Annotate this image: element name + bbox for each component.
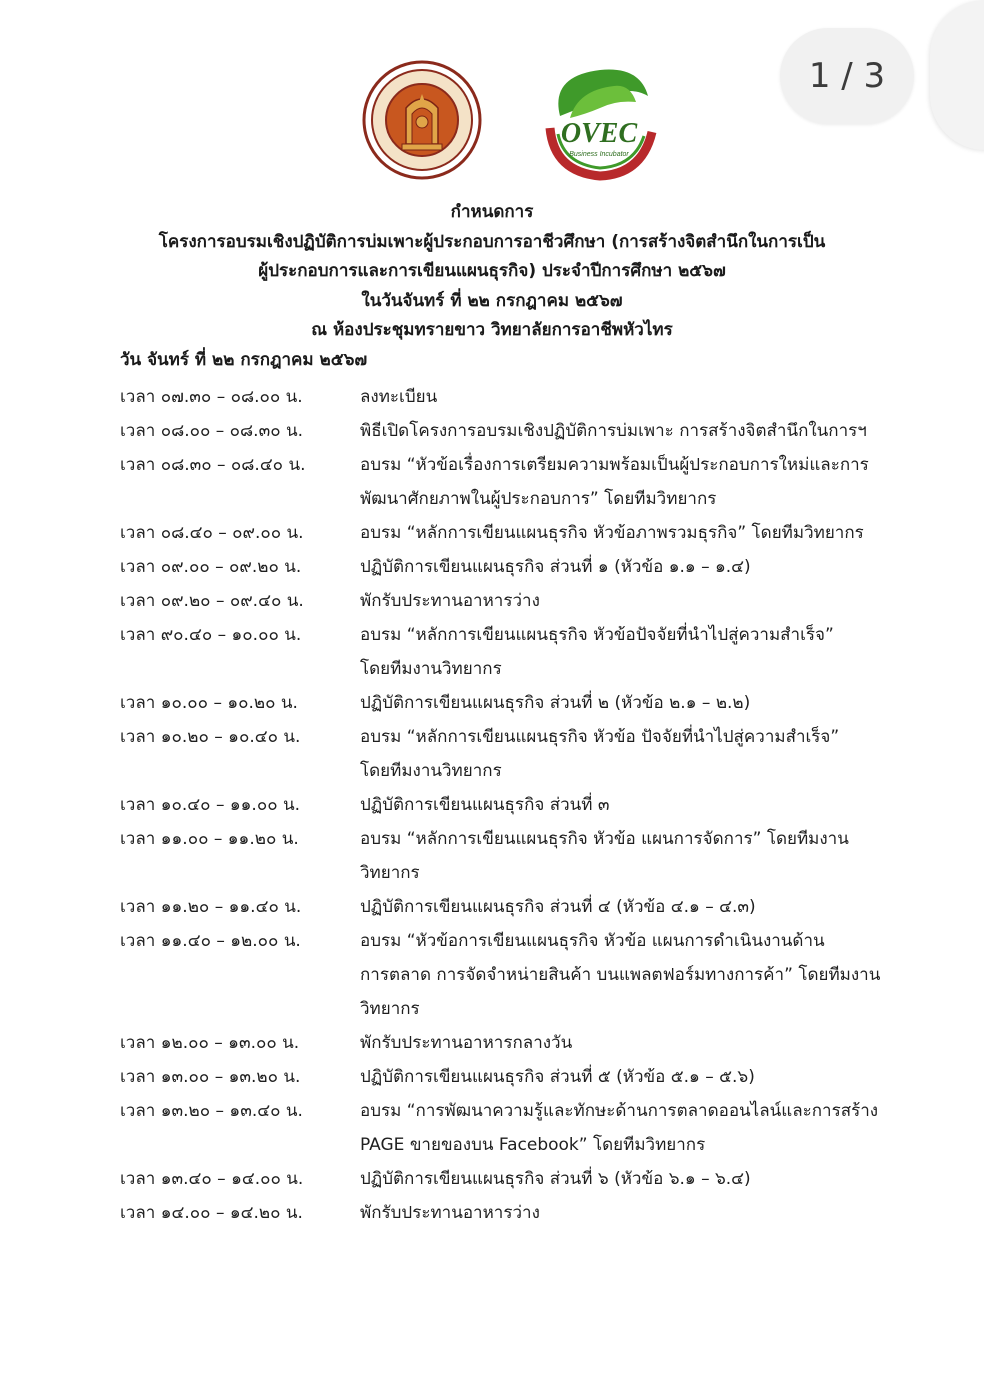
schedule-row: [120, 720, 880, 788]
schedule-row: [120, 1196, 880, 1230]
header-logos: [0, 60, 984, 190]
schedule-activity: [360, 618, 880, 686]
schedule-activity-line: ปฏิบัติการเขียนแผนธุรกิจ ส่วนที่ ๕ (หัวข้อ ๕.๑ – ๕.๖): [360, 1067, 755, 1087]
ovec-seal-logo: [362, 60, 482, 180]
schedule-time: เวลา ๐๘.๔๐ – ๐๙.๐๐ น.: [120, 523, 304, 543]
schedule-time: เวลา ๑๐.๒๐ – ๑๐.๔๐ น.: [120, 727, 301, 747]
schedule-time: เวลา ๐๙.๐๐ – ๐๙.๒๐ น.: [120, 557, 302, 577]
schedule-activity: [360, 788, 880, 822]
schedule-time: เวลา ๐๘.๓๐ – ๐๘.๔๐ น.: [120, 455, 306, 475]
schedule-time: เวลา ๑๓.๒๐ – ๑๓.๔๐ น.: [120, 1101, 303, 1121]
schedule-activity-line: อบรม “หลักการเขียนแผนธุรกิจ หัวข้อภาพรวมธุรกิจ” โดยทีมวิทยากร: [360, 523, 864, 543]
schedule-activity: [360, 822, 880, 890]
schedule-activity: [360, 1060, 880, 1094]
schedule-time: เวลา ๑๓.๔๐ – ๑๔.๐๐ น.: [120, 1169, 304, 1189]
schedule-activity: [360, 890, 880, 924]
schedule-activity-line: ปฏิบัติการเขียนแผนธุรกิจ ส่วนที่ ๓: [360, 795, 610, 815]
schedule-row: [120, 414, 880, 448]
schedule-activity: [360, 516, 880, 550]
schedule-activity: [360, 686, 880, 720]
heading-line-3: ในวันจันทร์ ที่ ๒๒ กรกฎาคม ๒๕๖๗: [361, 290, 623, 311]
schedule-activity: [360, 1026, 880, 1060]
schedule-row: [120, 1094, 880, 1162]
schedule-activity-line: อบรม “หัวข้อการเขียนแผนธุรกิจ หัวข้อ แผนการดำเนินงานด้าน: [360, 931, 825, 951]
schedule-time: เวลา ๑๓.๐๐ – ๑๓.๒๐ น.: [120, 1067, 301, 1087]
schedule-row: [120, 550, 880, 584]
schedule-activity-line: PAGE ขายของบน Facebook” โดยทีมวิทยากร: [360, 1135, 706, 1155]
schedule-row: [120, 1026, 880, 1060]
schedule-activity: [360, 380, 880, 414]
heading-title: กำหนดการ: [450, 202, 534, 222]
schedule-activity-line: ปฏิบัติการเขียนแผนธุรกิจ ส่วนที่ ๔ (หัวข้อ ๔.๑ – ๔.๓): [360, 897, 756, 917]
schedule-activity-line: โดยทีมงานวิทยากร: [360, 761, 502, 781]
schedule-activity: [360, 584, 880, 618]
schedule-time: เวลา ๐๗.๓๐ – ๐๘.๐๐ น.: [120, 387, 303, 407]
document-heading: [100, 198, 884, 346]
schedule-row: [120, 686, 880, 720]
schedule-row: [120, 1162, 880, 1196]
heading-line-2: ผู้ประกอบการและการเขียนแผนธุรกิจ) ประจำปีการศึกษา ๒๕๖๗: [258, 261, 726, 281]
heading-line-1: โครงการอบรมเชิงปฏิบัติการบ่มเพาะผู้ประกอบการอาชีวศึกษา (การสร้างจิตสำนึกในการเป็น: [158, 231, 826, 252]
ovec-business-incubator-logo: [530, 56, 668, 186]
schedule-activity: [360, 1162, 880, 1196]
schedule-time: เวลา ๑๑.๒๐ – ๑๑.๔๐ น.: [120, 897, 302, 917]
schedule-time: เวลา ๙๐.๔๐ – ๑๐.๐๐ น.: [120, 625, 302, 645]
heading-line-4: ณ ห้องประชุมทรายขาว วิทยาลัยการอาชีพหัวไทร: [311, 320, 673, 340]
schedule-activity-line: อบรม “หลักการเขียนแผนธุรกิจ หัวข้อ แผนการจัดการ” โดยทีมงาน: [360, 829, 849, 849]
schedule-row: [120, 584, 880, 618]
schedule-activity-line: อบรม “หลักการเขียนแผนธุรกิจ หัวข้อ ปัจจัยที่นำไปสู่ความสำเร็จ”: [360, 727, 840, 747]
schedule-activity-line: พักรับประทานอาหารกลางวัน: [360, 1033, 573, 1053]
schedule-activity-line: พักรับประทานอาหารว่าง: [360, 1203, 540, 1223]
schedule-activity: [360, 448, 881, 516]
schedule-activity-line: การตลาด การจัดจำหน่ายสินค้า บนแพลตฟอร์มทางการค้า” โดยทีมงาน: [360, 965, 881, 985]
schedule-activity: [360, 1196, 880, 1230]
schedule-time: เวลา ๑๐.๔๐ – ๑๑.๐๐ น.: [120, 795, 301, 815]
schedule-time: เวลา ๑๒.๐๐ – ๑๓.๐๐ น.: [120, 1033, 300, 1053]
schedule-row: [120, 516, 880, 550]
schedule-activity-line: ปฏิบัติการเขียนแผนธุรกิจ ส่วนที่ ๖ (หัวข้อ ๖.๑ – ๖.๔): [360, 1169, 751, 1189]
schedule-activity-line: วิทยากร: [360, 999, 420, 1019]
schedule-time: เวลา ๑๑.๔๐ – ๑๒.๐๐ น.: [120, 931, 301, 951]
schedule-activity-line: โดยทีมงานวิทยากร: [360, 659, 502, 679]
schedule-activity: [360, 1094, 890, 1162]
page-indicator: 1 / 3: [780, 28, 914, 124]
schedule-time: เวลา ๑๐.๐๐ – ๑๐.๒๐ น.: [120, 693, 298, 713]
schedule-row: [120, 924, 880, 1026]
schedule-activity-line: อบรม “การพัฒนาความรู้และทักษะด้านการตลาดออนไลน์และการสร้าง: [360, 1101, 879, 1121]
schedule-row: [120, 618, 880, 686]
day-title: วัน จันทร์ ที่ ๒๒ กรกฎาคม ๒๕๖๗: [120, 350, 368, 370]
schedule-time: เวลา ๑๑.๐๐ – ๑๑.๒๐ น.: [120, 829, 299, 849]
schedule-activity-line: พักรับประทานอาหารว่าง: [360, 591, 540, 611]
schedule-row: [120, 788, 880, 822]
schedule-time: เวลา ๑๔.๐๐ – ๑๔.๒๐ น.: [120, 1203, 303, 1223]
schedule-activity-line: อบรม “หัวข้อเรื่องการเตรียมความพร้อมเป็นผู้ประกอบการใหม่และการ: [360, 455, 869, 475]
schedule-activity: [360, 414, 880, 448]
schedule-row: [120, 1060, 880, 1094]
schedule-time: เวลา ๐๙.๒๐ – ๐๙.๔๐ น.: [120, 591, 304, 611]
schedule-row: [120, 448, 880, 516]
schedule-row: [120, 890, 880, 924]
schedule-activity-line: วิทยากร: [360, 863, 420, 883]
schedule-activity-line: ปฏิบัติการเขียนแผนธุรกิจ ส่วนที่ ๒ (หัวข้อ ๒.๑ – ๒.๒): [360, 693, 751, 713]
schedule-activity-line: อบรม “หลักการเขียนแผนธุรกิจ หัวข้อปัจจัยที่นำไปสู่ความสำเร็จ”: [360, 625, 834, 645]
schedule-activity-line: พิธีเปิดโครงการอบรมเชิงปฏิบัติการบ่มเพาะ การสร้างจิตสำนึกในการฯ: [360, 421, 867, 441]
schedule-activity: [360, 550, 880, 584]
schedule-row: [120, 380, 880, 414]
schedule-time: เวลา ๐๘.๐๐ – ๐๘.๓๐ น.: [120, 421, 303, 441]
schedule-activity-line: ลงทะเบียน: [360, 387, 438, 407]
schedule-activity: [360, 924, 892, 1026]
svg-text:Business Incubator: Business Incubator: [569, 151, 629, 158]
schedule-row: [120, 822, 880, 890]
svg-text:OVEC: OVEC: [560, 118, 638, 149]
schedule-activity: [360, 720, 880, 788]
schedule-list: [120, 380, 880, 1230]
schedule-activity-line: พัฒนาศักยภาพในผู้ประกอบการ” โดยทีมวิทยากร: [360, 489, 717, 509]
schedule-activity-line: ปฏิบัติการเขียนแผนธุรกิจ ส่วนที่ ๑ (หัวข้อ ๑.๑ – ๑.๔): [360, 557, 751, 577]
